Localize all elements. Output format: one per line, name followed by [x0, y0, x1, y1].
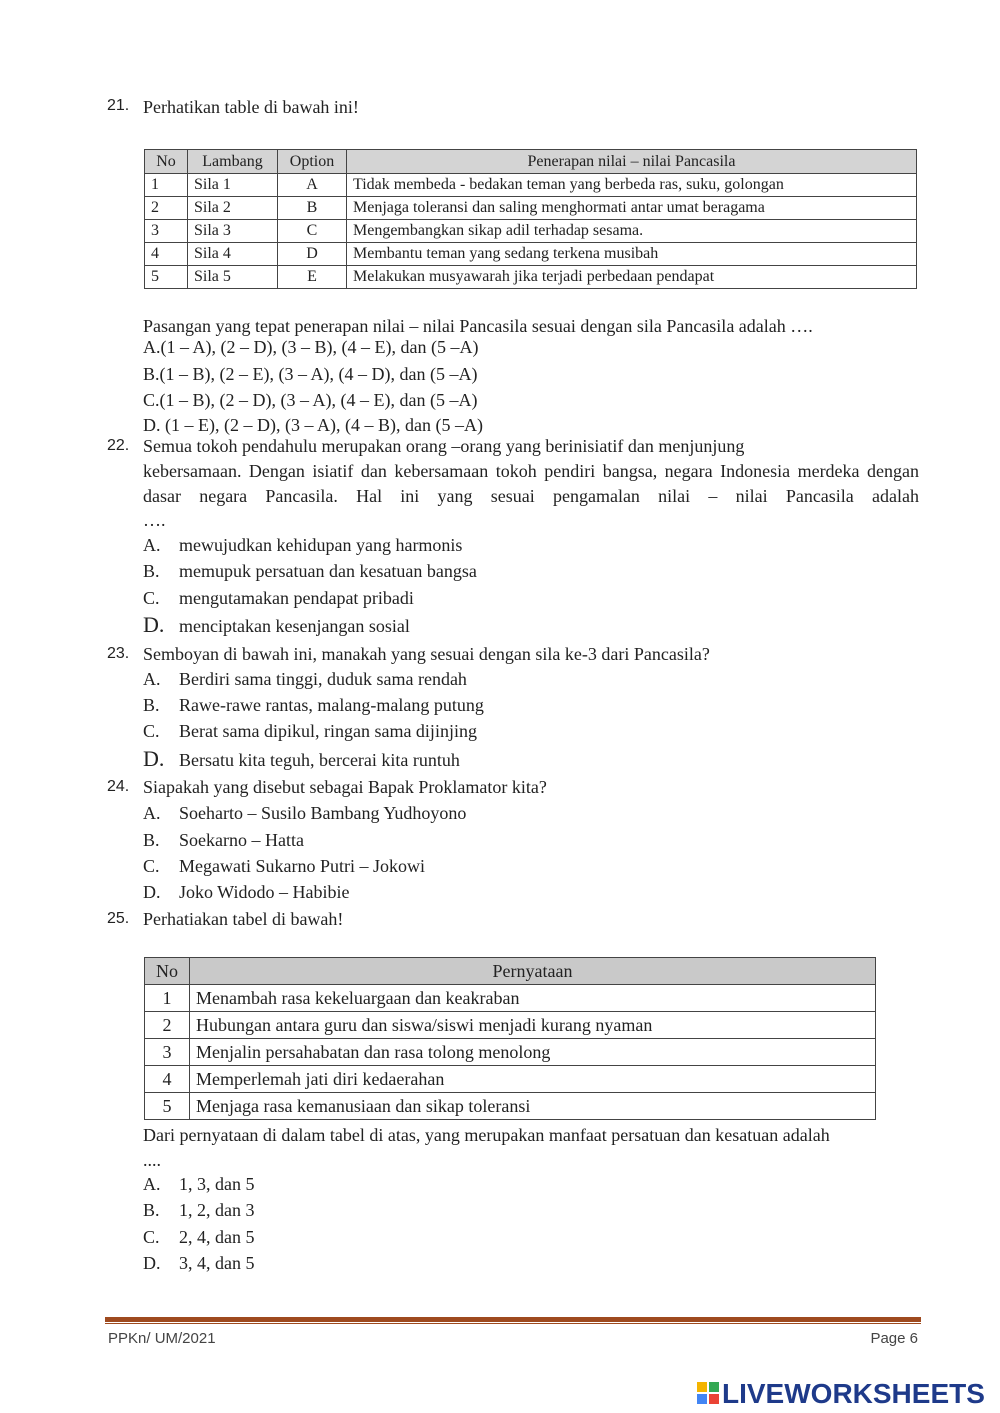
q25-option-c[interactable]	[143, 1225, 255, 1249]
table-row	[145, 985, 876, 1012]
cell-no: 3	[145, 1039, 190, 1066]
cell-lambang: Sila 3	[188, 220, 278, 243]
option-text: 3, 4, dan 5	[179, 1253, 255, 1273]
q24-text: Siapakah yang disebut sebagai Bapak Proklamator kita?	[143, 777, 547, 797]
footer-left: PPKn/ UM/2021	[108, 1330, 216, 1347]
option-text: 2, 4, dan 5	[179, 1227, 255, 1247]
cell-penerapan: Menjaga toleransi dan saling menghormati antar umat beragama	[347, 197, 917, 220]
option-letter: C.	[143, 856, 160, 876]
col-penerapan: Penerapan nilai – nilai Pancasila	[347, 150, 917, 174]
option-text: Joko Widodo – Habibie	[179, 882, 350, 902]
table-row	[145, 1039, 876, 1066]
q21-option-a[interactable]: A.(1 – A), (2 – D), (3 – B), (4 – E), dan (5 –A)	[143, 337, 479, 357]
q25-text: Perhatiakan tabel di bawah!	[143, 909, 344, 929]
cell-option: A	[278, 174, 347, 197]
cell-no: 1	[145, 174, 188, 197]
col-pernyataan: Pernyataan	[190, 958, 876, 985]
cell-option: E	[278, 266, 347, 289]
table-row	[145, 197, 917, 220]
option-letter: C.	[143, 1227, 160, 1247]
q22-option-b[interactable]	[143, 559, 477, 583]
q22-dots: ….	[143, 510, 166, 530]
cell-option: C	[278, 220, 347, 243]
footer-page-number: Page 6	[870, 1330, 918, 1347]
table-row	[145, 1012, 876, 1039]
q21-prompt: Pasangan yang tepat penerapan nilai – nilai Pancasila sesuai dengan sila Pancasila adalah ….	[143, 316, 813, 336]
cell-pernyataan: Hubungan antara guru dan siswa/siswi menjadi kurang nyaman	[190, 1012, 876, 1039]
cell-pernyataan: Menambah rasa kekeluargaan dan keakraban	[190, 985, 876, 1012]
option-letter: D.	[143, 746, 165, 771]
cell-option: D	[278, 243, 347, 266]
q21-option-c[interactable]: C.(1 – B), (2 – D), (3 – A), (4 – E), dan (5 –A)	[143, 390, 478, 410]
option-text: Berat sama dipikul, ringan sama dijinjing	[179, 721, 477, 741]
table-row	[145, 1066, 876, 1093]
q22-option-d[interactable]	[143, 613, 410, 638]
table-header-row	[145, 958, 876, 985]
cell-lambang: Sila 2	[188, 197, 278, 220]
option-text: mewujudkan kehidupan yang harmonis	[179, 535, 463, 555]
option-text: memupuk persatuan dan kesatuan bangsa	[179, 561, 477, 581]
option-text: Megawati Sukarno Putri – Jokowi	[179, 856, 425, 876]
cell-no: 4	[145, 243, 188, 266]
option-text: menciptakan kesenjangan sosial	[179, 616, 410, 636]
table-row	[145, 1093, 876, 1120]
option-letter: B.	[143, 561, 160, 581]
q24-option-d[interactable]	[143, 880, 349, 904]
q23-option-d[interactable]	[143, 747, 460, 772]
q25-dots: ....	[143, 1150, 161, 1170]
q24-option-b[interactable]	[143, 828, 304, 852]
table-row	[145, 243, 917, 266]
q23-option-a[interactable]	[143, 667, 467, 691]
option-text: Soeharto – Susilo Bambang Yudhoyono	[179, 803, 467, 823]
q23-number: 23.	[107, 645, 130, 662]
option-letter: D.	[143, 1253, 161, 1273]
q21-text: Perhatikan table di bawah ini!	[143, 97, 359, 117]
cell-penerapan: Mengembangkan sikap adil terhadap sesama.	[347, 220, 917, 243]
option-letter: C.	[143, 588, 160, 608]
q25-option-a[interactable]	[143, 1172, 255, 1196]
table-row	[145, 220, 917, 243]
cell-lambang: Sila 1	[188, 174, 278, 197]
q22-number: 22.	[107, 437, 130, 454]
option-letter: D.	[143, 612, 165, 637]
option-letter: B.	[143, 830, 160, 850]
q24-option-c[interactable]	[143, 854, 425, 878]
q23-option-c[interactable]	[143, 719, 477, 743]
option-text: Rawe-rawe rantas, malang-malang putung	[179, 695, 484, 715]
q24-option-a[interactable]	[143, 801, 466, 825]
cell-no: 4	[145, 1066, 190, 1093]
q23-text: Semboyan di bawah ini, manakah yang sesuai dengan sila ke-3 dari Pancasila?	[143, 644, 710, 664]
option-letter: B.	[143, 1200, 160, 1220]
option-letter: A.	[143, 535, 161, 555]
cell-lambang: Sila 5	[188, 266, 278, 289]
liveworksheets-logo-icon	[697, 1382, 719, 1404]
q21-option-d[interactable]: D. (1 – E), (2 – D), (3 – A), (4 – B), dan (5 –A)	[143, 415, 483, 435]
footer-rule-thin	[105, 1323, 921, 1324]
q25-option-b[interactable]	[143, 1198, 255, 1222]
liveworksheets-watermark[interactable]: LIVEWORKSHEETS	[722, 1378, 985, 1409]
q21-table	[144, 149, 917, 289]
q21-number: 21.	[107, 97, 130, 114]
footer-rule	[105, 1317, 921, 1322]
cell-pernyataan: Memperlemah jati diri kedaerahan	[190, 1066, 876, 1093]
table-header-row	[145, 150, 917, 174]
cell-option: B	[278, 197, 347, 220]
cell-penerapan: Melakukan musyawarah jika terjadi perbedaan pendapat	[347, 266, 917, 289]
cell-no: 1	[145, 985, 190, 1012]
q22-option-c[interactable]	[143, 586, 414, 610]
option-letter: D.	[143, 882, 161, 902]
col-no: No	[145, 150, 188, 174]
q22-paragraph: kebersamaan. Dengan isiatif dan kebersamaan tokoh pendiri bangsa, negara Indonesia merdeka dengan dasar negara Pancasila. Hal ini yang sesuai pengamalan nilai – nilai Pancasila adalah	[143, 461, 919, 506]
q23-option-b[interactable]	[143, 693, 484, 717]
cell-penerapan: Membantu teman yang sedang terkena musibah	[347, 243, 917, 266]
q25-table	[144, 957, 876, 1120]
cell-no: 2	[145, 1012, 190, 1039]
cell-pernyataan: Menjalin persahabatan dan rasa tolong menolong	[190, 1039, 876, 1066]
cell-no: 5	[145, 1093, 190, 1120]
q21-option-b[interactable]: B.(1 – B), (2 – E), (3 – A), (4 – D), dan (5 –A)	[143, 364, 478, 384]
option-text: Bersatu kita teguh, bercerai kita runtuh	[179, 750, 460, 770]
q25-option-d[interactable]	[143, 1251, 255, 1275]
option-text: 1, 3, dan 5	[179, 1174, 255, 1194]
table-row	[145, 174, 917, 197]
option-letter: B.	[143, 695, 160, 715]
cell-no: 2	[145, 197, 188, 220]
option-letter: A.	[143, 1174, 161, 1194]
table-row	[145, 266, 917, 289]
q25-prompt: Dari pernyataan di dalam tabel di atas, yang merupakan manfaat persatuan dan kesatuan adalah	[143, 1125, 830, 1145]
option-text: 1, 2, dan 3	[179, 1200, 255, 1220]
cell-no: 3	[145, 220, 188, 243]
cell-no: 5	[145, 266, 188, 289]
cell-lambang: Sila 4	[188, 243, 278, 266]
option-text: Soekarno – Hatta	[179, 830, 304, 850]
cell-pernyataan: Menjaga rasa kemanusiaan dan sikap toleransi	[190, 1093, 876, 1120]
option-letter: A.	[143, 803, 161, 823]
col-no: No	[145, 958, 190, 985]
col-option: Option	[278, 150, 347, 174]
q25-number: 25.	[107, 910, 130, 927]
col-lambang: Lambang	[188, 150, 278, 174]
cell-penerapan: Tidak membeda - bedakan teman yang berbeda ras, suku, golongan	[347, 174, 917, 197]
option-letter: A.	[143, 669, 161, 689]
option-text: mengutamakan pendapat pribadi	[179, 588, 414, 608]
q24-number: 24.	[107, 778, 130, 795]
option-letter: C.	[143, 721, 160, 741]
q22-option-a[interactable]	[143, 533, 462, 557]
option-text: Berdiri sama tinggi, duduk sama rendah	[179, 669, 467, 689]
q22-text-line1: Semua tokoh pendahulu merupakan orang –orang yang berinisiatif dan menjunjung	[143, 436, 745, 456]
